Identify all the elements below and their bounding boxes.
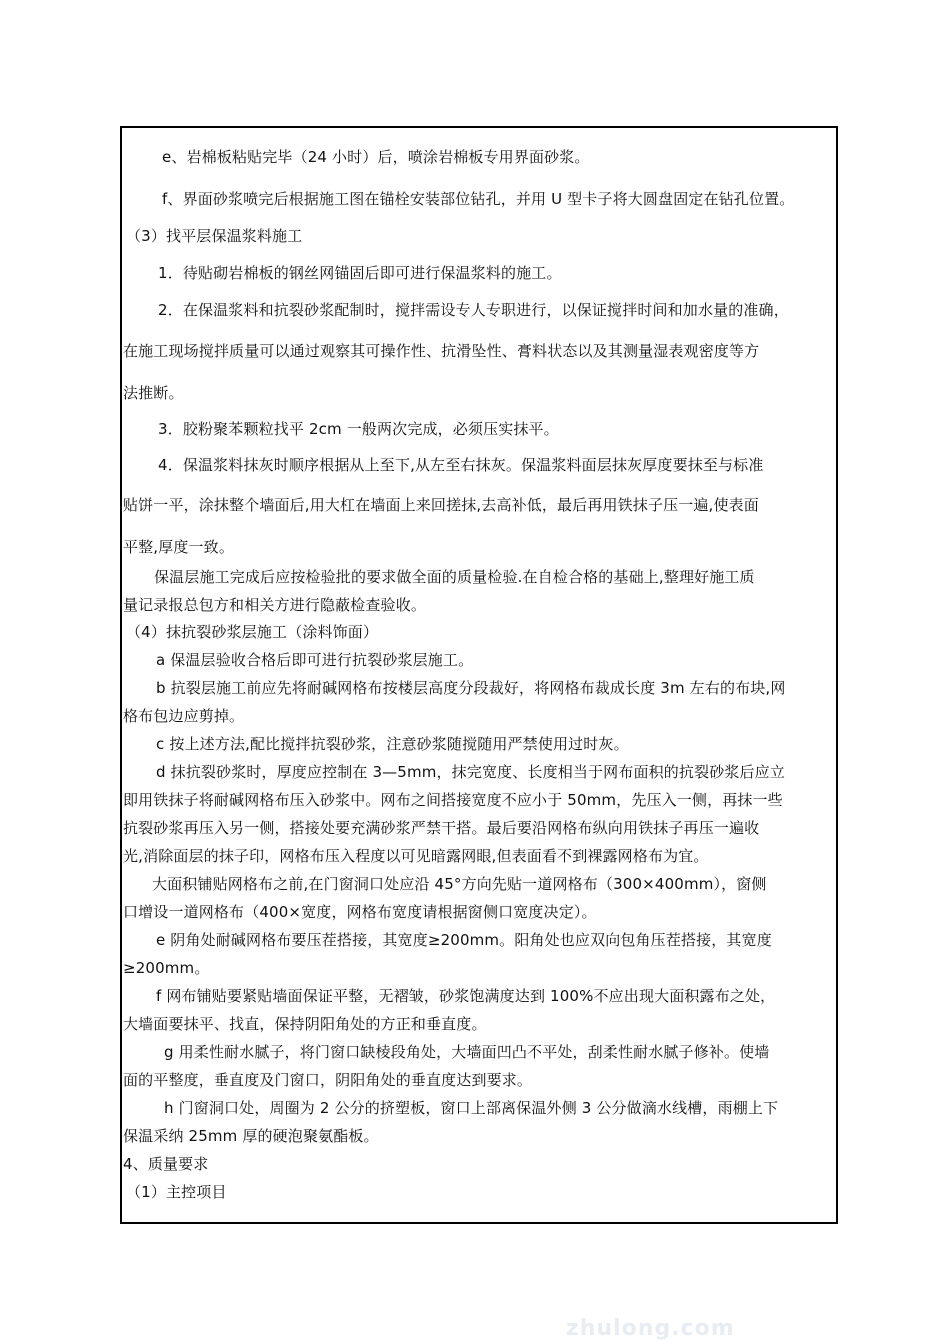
text-line: f、界面砂浆喷完后根据施工图在锚栓安装部位钻孔，并用 U 型卡子将大圆盘固定在钻孔位置。	[162, 190, 795, 208]
text-line: 在施工现场搅拌质量可以通过观察其可操作性、抗滑坠性、膏料状态以及其测量湿表观密度等方	[123, 342, 760, 360]
text-line: 光,消除面层的抹子印，网格布压入程度以可见暗露网眼,但表面看不到裸露网格布为宜。	[123, 847, 709, 865]
text-line: 4．保温浆料抹灰时顺序根据从上至下,从左至右抹灰。保温浆料面层抹灰厚度要抹至与标准	[158, 456, 764, 474]
text-line: 1．待贴砌岩棉板的钢丝网锚固后即可进行保温浆料的施工。	[158, 264, 562, 282]
text-line: c 按上述方法,配比搅拌抗裂砂浆，注意砂浆随搅随用严禁使用过时灰。	[156, 735, 629, 753]
text-line: f 网布铺贴要紧贴墙面保证平整，无褶皱，砂浆饱满度达到 100%不应出现大面积露布之处，	[156, 987, 776, 1005]
document-frame	[120, 126, 838, 1224]
text-line: 3．胶粉聚苯颗粒找平 2cm 一般两次完成，必须压实抹平。	[158, 420, 559, 438]
section-heading: （3）找平层保温浆料施工	[126, 227, 303, 245]
text-line: 口增设一道网格布（400×宽度，网格布宽度请根据窗侧口宽度决定）。	[123, 903, 597, 921]
watermark: zhulong.com	[566, 1316, 735, 1341]
text-line: 保温采纳 25mm 厚的硬泡聚氨酯板。	[123, 1127, 379, 1145]
text-line: h 门窗洞口处，周圈为 2 公分的挤塑板，窗口上部离保温外侧 3 公分做滴水线槽，雨棚上下	[164, 1099, 779, 1117]
text-line: a 保温层验收合格后即可进行抗裂砂浆层施工。	[156, 651, 474, 669]
text-line: 保温层施工完成后应按检验批的要求做全面的质量检验.在自检合格的基础上,整理好施工质	[154, 568, 755, 586]
section-heading: （4）抹抗裂砂浆层施工（涂料饰面）	[126, 623, 379, 641]
text-line: ≥200mm。	[123, 959, 210, 977]
text-line: g 用柔性耐水腻子，将门窗口缺棱段角处，大墙面凹凸不平处，刮柔性耐水腻子修补。使墙	[164, 1043, 770, 1061]
text-line: 大面积铺贴网格布之前,在门窗洞口处应沿 45°方向先贴一道网格布（300×400mm），窗侧	[152, 875, 767, 893]
text-line: 2．在保温浆料和抗裂砂浆配制时，搅拌需设专人专职进行，以保证搅拌时间和加水量的准确，	[158, 301, 789, 319]
text-line: 法推断。	[123, 384, 184, 402]
text-line: b 抗裂层施工前应先将耐碱网格布按楼层高度分段裁好，将网格布裁成长度 3m 左右的布块,网	[156, 679, 786, 697]
text-line: 面的平整度，垂直度及门窗口，阴阳角处的垂直度达到要求。	[123, 1071, 533, 1089]
text-line: 即用铁抹子将耐碱网格布压入砂浆中。网布之间搭接宽度不应小于 50mm，先压入一侧，再抹一些	[123, 791, 783, 809]
text-line: 量记录报总包方和相关方进行隐蔽检查验收。	[123, 596, 427, 614]
text-line: 平整,厚度一致。	[123, 538, 234, 556]
text-line: 贴饼一平，涂抹整个墙面后,用大杠在墙面上来回搓抹,去高补低，最后再用铁抹子压一遍,使表面	[123, 496, 759, 514]
text-line: 格布包边应剪掉。	[123, 707, 245, 725]
text-line: 抗裂砂浆再压入另一侧，搭接处要充满砂浆严禁干搭。最后要沿网格布纵向用铁抹子再压一遍收	[123, 819, 760, 837]
text-line: e、岩棉板粘贴完毕（24 小时）后，喷涂岩棉板专用界面砂浆。	[162, 148, 590, 166]
section-heading: 4、质量要求	[123, 1155, 209, 1173]
text-line: e 阴角处耐碱网格布要压茬搭接，其宽度≥200mm。阳角处也应双向包角压茬搭接，其宽度	[156, 931, 772, 949]
text-line: d 抹抗裂砂浆时，厚度应控制在 3—5mm，抹完宽度、长度相当于网布面积的抗裂砂浆后应立	[156, 763, 785, 781]
text-line: 大墙面要抹平、找直，保持阴阳角处的方正和垂直度。	[123, 1015, 487, 1033]
section-heading: （1）主控项目	[126, 1183, 227, 1201]
